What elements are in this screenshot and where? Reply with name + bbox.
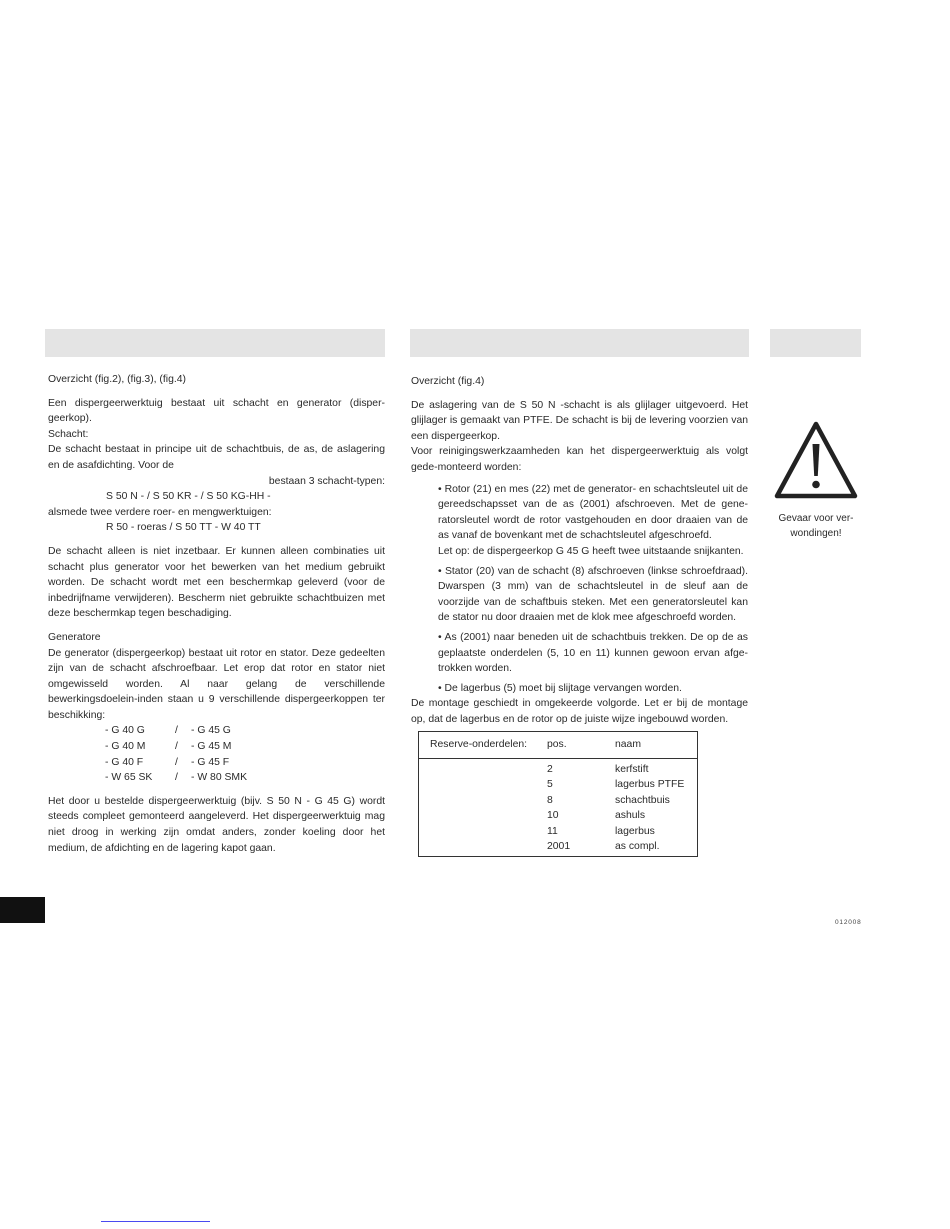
shaft-types-line: S 50 N - / S 50 KR - / S 50 KG-HH - (106, 491, 271, 503)
link-underline (101, 1221, 210, 1222)
generator-b: - W 80 SMK (191, 772, 248, 784)
header-spare-parts: Reserve-onderdelen: (430, 739, 528, 751)
cell-naam: as compl. (615, 840, 660, 852)
middle-column (411, 374, 748, 727)
cleaning-paragraph: Voor reinigingswerkzaamheden kan het dispergeerwerktuig als volgt gede-monteerd worden: (411, 446, 748, 473)
table-body (419, 759, 697, 854)
generator-a: - W 65 SK (105, 772, 153, 784)
header-pos: pos. (547, 739, 567, 751)
bullet-item (411, 630, 748, 677)
bullet-text: • Rotor (21) en mes (22) met de generator- en schachtsleutel uit de gereedschapsset van de as (2001) afschroeven. Met de gene-ratorsleutel wordt de rotor vastgehouden en door draaien van de as vanaf de bovenkant met de schachtsleutel afgeschroefd. (438, 483, 748, 542)
generator-sep: / (175, 741, 178, 753)
generator-row (48, 739, 385, 755)
document-code: 012008 (835, 919, 862, 926)
left-heading: Overzicht (fig.2), (fig.3), (fig.4) (48, 374, 186, 385)
generator-list (48, 723, 385, 785)
generator-sep: / (175, 756, 178, 768)
generator-sep: / (175, 725, 178, 737)
tools-intro-line: alsmede twee verdere roer- en mengwerktuigen: (48, 506, 272, 518)
generator-b: - G 45 M (191, 741, 232, 753)
warning-text: Gevaar voor ver-wondingen! (778, 513, 854, 539)
header-naam: naam (615, 739, 641, 751)
cell-pos: 8 (547, 794, 553, 806)
table-row (419, 777, 697, 792)
cell-naam: lagerbus PTFE (615, 779, 685, 791)
table-row (419, 808, 697, 823)
table-row (419, 839, 697, 854)
delivery-paragraph: Het door u bestelde dispergeerwerktuig (bijv. S 50 N - G 45 G) wordt steeds compleet gemonteerd aangeleverd. Het dispergeerwerktuig mag niet droog in werking zijn omdat anders, zonder koeling door het medium, de afdichting en de lagering kapot gaan. (48, 795, 385, 854)
left-column (48, 372, 385, 856)
generator-a: - G 40 M (105, 741, 146, 753)
bullet-text: • Stator (20) van de schacht (8) afschroeven (linkse schroefdraad). Dwarspen (3 mm) van de schachtsleutel in de sleuf aan de voorzijde van de schaftbuis steken. Met een generatorsleutel kan de stator nu door draaien met de klok mee afgeschroefd worden. (438, 565, 748, 624)
generator-b: - G 45 G (191, 725, 231, 737)
cell-naam: schachtbuis (615, 794, 670, 806)
assembly-paragraph: De montage geschiedt in omgekeerde volgorde. Let er bij de montage op, dat de lagerbus en de rotor op de juiste wijze ingebouwd worden. (411, 698, 748, 725)
cell-naam: kerfstift (615, 764, 649, 775)
table-row (419, 824, 697, 839)
bearing-paragraph: De aslagering van de S 50 N -schacht is als glijlager uitgevoerd. Het glijlager is gemaakt van PTFE. De schacht is bij de levering voorzien van een dispergeerkop. (411, 399, 748, 442)
cell-naam: lagerbus (615, 825, 655, 837)
schacht-label: Schacht: (48, 428, 89, 440)
table-header (419, 732, 697, 759)
cell-pos: 5 (547, 779, 553, 791)
generator-paragraph: De generator (dispergeerkop) bestaat uit rotor en stator. Deze gedeelten zijn van de schacht afschroefbaar. Let erop dat rotor en stator niet omgewisseld worden. Al naar gelang de verschillende bewerkingsdoelein-inden staan u 9 verschillende dispergeerkoppen ter beschikking: (48, 647, 385, 721)
generator-row (48, 755, 385, 771)
generator-sep: / (175, 772, 178, 784)
cell-pos: 2 (547, 764, 553, 775)
schacht-paragraph-start: De schacht bestaat in principe uit de schachtbuis, de as, de aslagering en de asafdichting. Voor de (48, 444, 385, 471)
schacht-paragraph-end: bestaan 3 schacht-typen: (268, 475, 385, 487)
generator-b: - G 45 F (191, 756, 230, 768)
cell-pos: 2001 (547, 840, 571, 852)
generator-row (48, 723, 385, 739)
bullet-item (411, 681, 748, 697)
spare-parts-table (418, 731, 698, 857)
middle-heading: Overzicht (fig.4) (411, 376, 485, 387)
table-row (419, 762, 697, 777)
table-row (419, 793, 697, 808)
cell-pos: 11 (547, 825, 558, 837)
bullet-item (411, 482, 748, 560)
bullet-text: • As (2001) naar beneden uit de schachtbuis trekken. De op de as geplaatste onderdelen (5, 10 en 11) kunnen gewoon ervan afge-trokken worden. (438, 631, 748, 675)
header-bar-middle (410, 329, 749, 357)
bullet-text: • De lagerbus (5) moet bij slijtage vervangen worden. (438, 682, 682, 694)
generator-a: - G 40 F (105, 756, 144, 768)
generator-a: - G 40 G (105, 725, 145, 737)
generator-row (48, 770, 385, 786)
cell-pos: 10 (547, 810, 559, 822)
bullet-item (411, 564, 748, 626)
intro-paragraph: Een dispergeerwerktuig bestaat uit schacht en generator (disper-geerkop). (48, 397, 385, 425)
tools-line: R 50 - roeras / S 50 TT - W 40 TT (106, 522, 261, 534)
section-tab (0, 897, 45, 923)
bullet-note: Let op: de dispergeerkop G 45 G heeft twee uitstaande snijkanten. (438, 545, 744, 557)
schacht-usage-paragraph: De schacht alleen is niet inzetbaar. Er kunnen alleen combinaties uit schacht plus generator voor het bewerken van het medium gebruikt worden. De schacht wordt met een beschermkap geleverd (voor de inbedrijfname verwijderen). Bescherm niet gebruikte schachtbuizen met deze beschermkap tegen beschadiging. (48, 545, 385, 620)
header-bar-left (45, 329, 385, 357)
cell-naam: ashuls (615, 810, 646, 822)
warning-triangle-icon (773, 420, 859, 500)
header-bar-right (770, 329, 861, 357)
generatore-label: Generatore (48, 631, 101, 643)
